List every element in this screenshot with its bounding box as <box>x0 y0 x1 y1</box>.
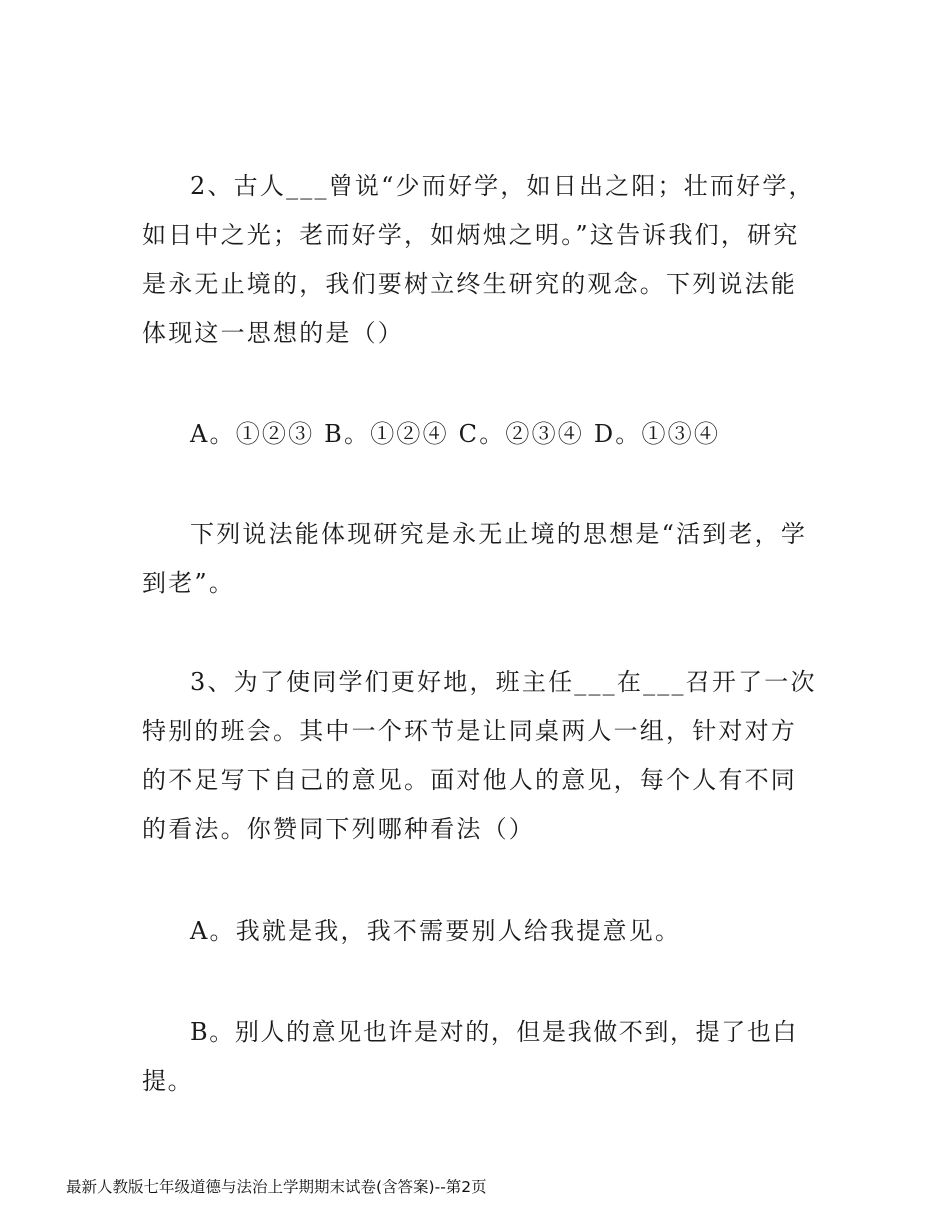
page-footer: 最新人教版七年级道德与法治上学期期末试卷(含答案)--第2页 <box>66 1178 487 1196</box>
question-3-option-b: B。别人的意见也许是对的，但是我做不到，提了也白提。 <box>142 1018 799 1095</box>
question-3-paragraph: 3、为了使同学们更好地，班主任___在___召开了一次特别的班会。其中一个环节是让同桌两人一组，针对对方的不足写下自己的意见。面对他人的意见，每个人有不同的看法。你赞同下列哪种看法（） <box>142 668 817 843</box>
question-2-options: A。①②③ B。①②④ C。②③④ D。①③④ <box>190 420 721 448</box>
question-3-option-a: A。我就是我，我不需要别人给我提意见。 <box>190 917 682 945</box>
question-2-explanation: 下列说法能体现研究是永无止境的思想是“活到老，学到老”。 <box>142 520 808 597</box>
question-2-paragraph: 2、古人___曾说“少而好学，如日出之阳；壮而好学，如日中之光；老而好学，如炳烛之明。”这告诉我们，研究是永无止境的，我们要树立终生研究的观念。下列说法能体现这一思想的是（） <box>142 172 815 347</box>
